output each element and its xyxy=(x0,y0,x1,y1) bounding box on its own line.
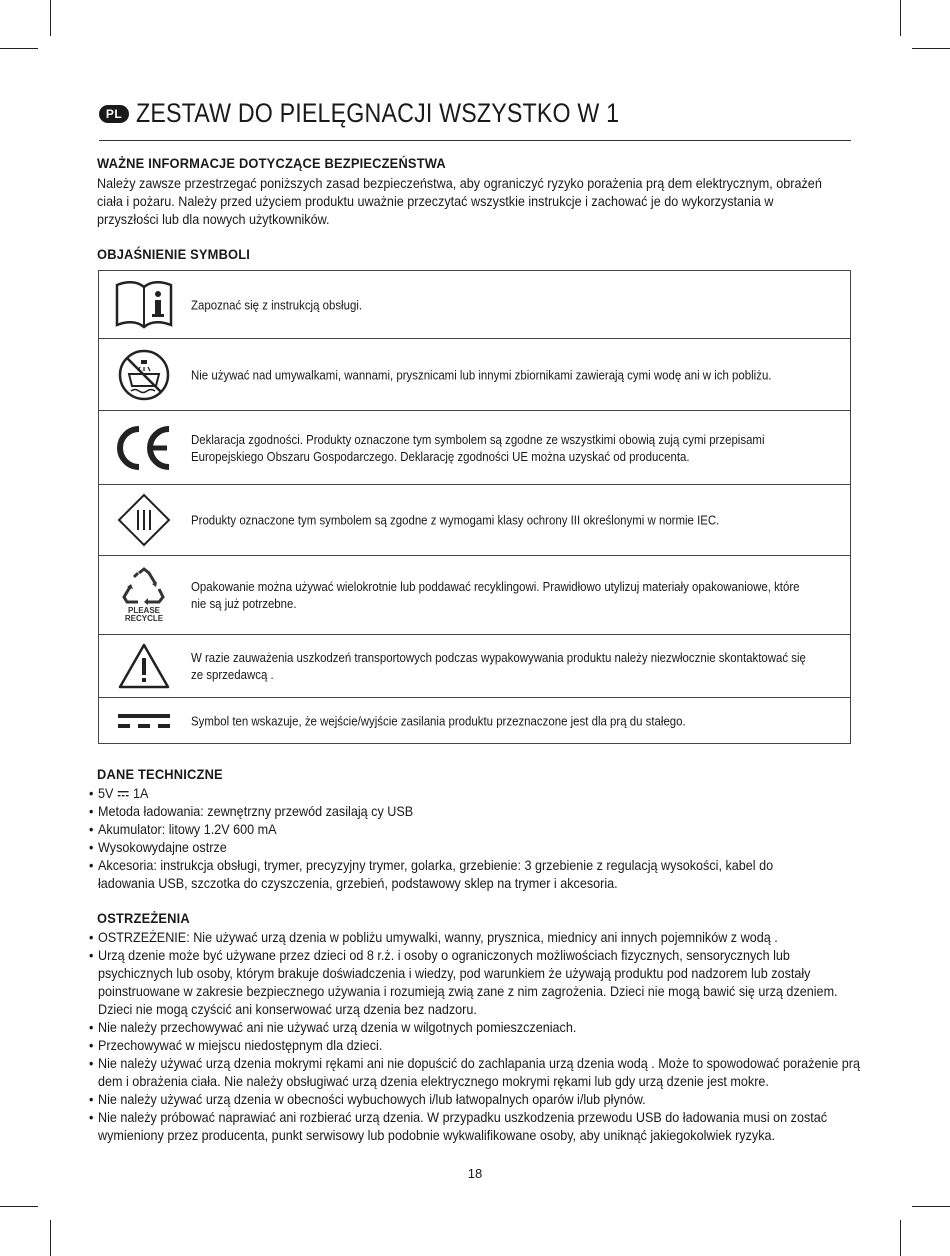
crop-mark xyxy=(0,48,38,49)
list-item xyxy=(89,784,863,802)
symbols-heading: OBJAŚNIENIE SYMBOLI xyxy=(97,246,251,262)
recycle-label: RECYCLE xyxy=(124,614,164,623)
list-item: • Nie należy próbować naprawiać ani rozbierać urzą dzenia. W przypadku uszkodzenia przewodu USB do ładowania musi on zostać wymieniony przez producenta, punkt serwisowy lub podobnie wykwalifikowane osoby, aby uniknąć jakiegokolwiek ryzyka. xyxy=(89,1108,850,1144)
symbol-description: Deklaracja zgodności. Produkty oznaczone tym symbolem są zgodne ze wszystkimi obowią zują cymi przepisami Europejskiego Obszaru Gospodarczego. Deklarację zgodności UE można uzyskać od producenta. xyxy=(191,431,765,464)
symbol-row xyxy=(99,484,850,555)
crop-mark xyxy=(912,1206,950,1207)
page-number: 18 xyxy=(467,1166,483,1181)
symbol-row xyxy=(99,338,850,410)
list-item: • Wysokowydajne ostrze xyxy=(89,838,863,856)
technical-list xyxy=(89,784,889,892)
symbol-description: Zapoznać się z instrukcją obsługi. xyxy=(191,297,363,312)
list-item: • Nie należy używać urzą dzenia w obecności wybuchowych i/lub łatwopalnych oparów i/lub płynów. xyxy=(89,1090,863,1108)
language-badge: PL xyxy=(99,105,129,123)
no-water-icon xyxy=(107,339,181,410)
safety-text: Należy zawsze przestrzegać poniższych zasad bezpieczeństwa, aby ograniczyć ryzyko porażenia prą dem elektrycznym, obrażeń ciała i pożaru. Należy przed użyciem produktu uważnie przeczytać wszystkie instrukcje i zachować je do wykorzystania w przyszłości lub dla nowych użytkowników. xyxy=(97,175,822,227)
list-item: • Akcesoria: instrukcja obsługi, trymer, precyzyjny trymer, golarka, grzebienie: 3 grzebienie z regulacją wysokości, kabel do ładowania USB, szczotka do czyszczenia, grzebień, podstawowy sklep na trymer i akcesoria. xyxy=(89,856,818,892)
symbol-row xyxy=(99,634,850,697)
symbol-description: W razie zauważenia uszkodzeń transportowych podczas wypakowywania produktu należy niezwłocznie skontaktować się ze sprzedawcą . xyxy=(191,650,806,682)
list-item: • Nie należy przechowywać ani nie używać urzą dzenia w wilgotnych pomieszczeniach. xyxy=(89,1018,863,1036)
warnings-heading: OSTRZEŻENIA xyxy=(97,910,190,926)
current-value: 1A xyxy=(133,785,149,801)
voltage-value: 5V xyxy=(98,785,114,801)
list-item: • Przechowywać w miejscu niedostępnym dla dzieci. xyxy=(89,1036,863,1054)
page-title: ZESTAW DO PIELĘGNACJI WSZYSTKO W 1 xyxy=(136,98,620,128)
list-item: • Nie należy używać urzą dzenia mokrymi rękami ani nie dopuścić do zachlapania urzą dzenia wodą . Może to spowodować porażenie prą dem i obrażenia ciała. Nie należy obsługiwać urzą dzenia elektrycznego mokrymi rękami lub gdy urzą dzenie jest mokre. xyxy=(89,1054,868,1090)
symbol-description: Produkty oznaczone tym symbolem są zgodne z wymogami klasy ochrony III określonymi w normie IEC. xyxy=(191,512,720,528)
ce-mark-icon xyxy=(107,411,181,484)
symbol-description: Symbol ten wskazuje, że wejście/wyjście zasilania produktu przeznaczone jest dla prą du stałego. xyxy=(191,713,686,728)
list-item: • Akumulator: litowy 1.2V 600 mA xyxy=(89,820,863,838)
direct-current-icon xyxy=(107,698,181,743)
recycle-label: PLEASE xyxy=(127,606,160,615)
technical-heading: DANE TECHNICZNE xyxy=(97,766,223,782)
symbols-table xyxy=(98,270,851,744)
symbol-description: Nie używać nad umywalkami, wannami, prysznicami lub innymi zbiornikami zawierają cymi wodę ani w ich pobliżu. xyxy=(191,367,772,382)
list-item: • Metoda ładowania: zewnętrzny przewód zasilają cy USB xyxy=(89,802,863,820)
symbol-row xyxy=(99,410,850,484)
crop-mark xyxy=(912,48,950,49)
symbol-row xyxy=(99,697,850,743)
symbol-description: Opakowanie można używać wielokrotnie lub poddawać recyklingowi. Prawidłowo utylizuj materiały opakowaniowe, które nie są już potrzebne. xyxy=(191,579,800,611)
safety-heading: WAŻNE INFORMACJE DOTYCZĄCE BEZPIECZEŃSTWA xyxy=(97,155,446,171)
list-item: • Urzą dzenie może być używane przez dzieci od 8 r.ż. i osoby o ograniczonych możliwościach fizycznych, sensorycznych lub psychicznych lub osoby, którym brakuje doświadczenia i wiedzy, pod warunkiem że używają produktu pod nadzorem lub zostały poinstruowane w zakresie bezpiecznego używania i rozumieją zwią zane z nim zagrożenia. Dzieci nie mogą bawić się urzą dzeniem. Dzieci nie mogą czyścić ani konserwować urzą dzenia bez nadzoru. xyxy=(89,946,850,1018)
list-item: • OSTRZEŻENIE: Nie używać urzą dzenia w pobliżu umywalki, wanny, prysznica, miednicy ani innych pojemników z wodą . xyxy=(89,928,863,946)
crop-mark xyxy=(50,1220,51,1256)
class-iii-icon xyxy=(107,485,181,555)
title-row xyxy=(99,96,851,141)
manual-icon xyxy=(107,271,181,338)
symbol-row xyxy=(99,555,850,634)
crop-mark xyxy=(900,0,901,36)
recycle-icon xyxy=(107,556,181,634)
crop-mark xyxy=(50,0,51,36)
crop-mark xyxy=(900,1220,901,1256)
crop-mark xyxy=(0,1206,38,1207)
symbol-row xyxy=(99,271,850,338)
direct-current-icon xyxy=(117,789,130,799)
warnings-list xyxy=(89,928,889,1144)
warning-icon xyxy=(107,635,181,697)
